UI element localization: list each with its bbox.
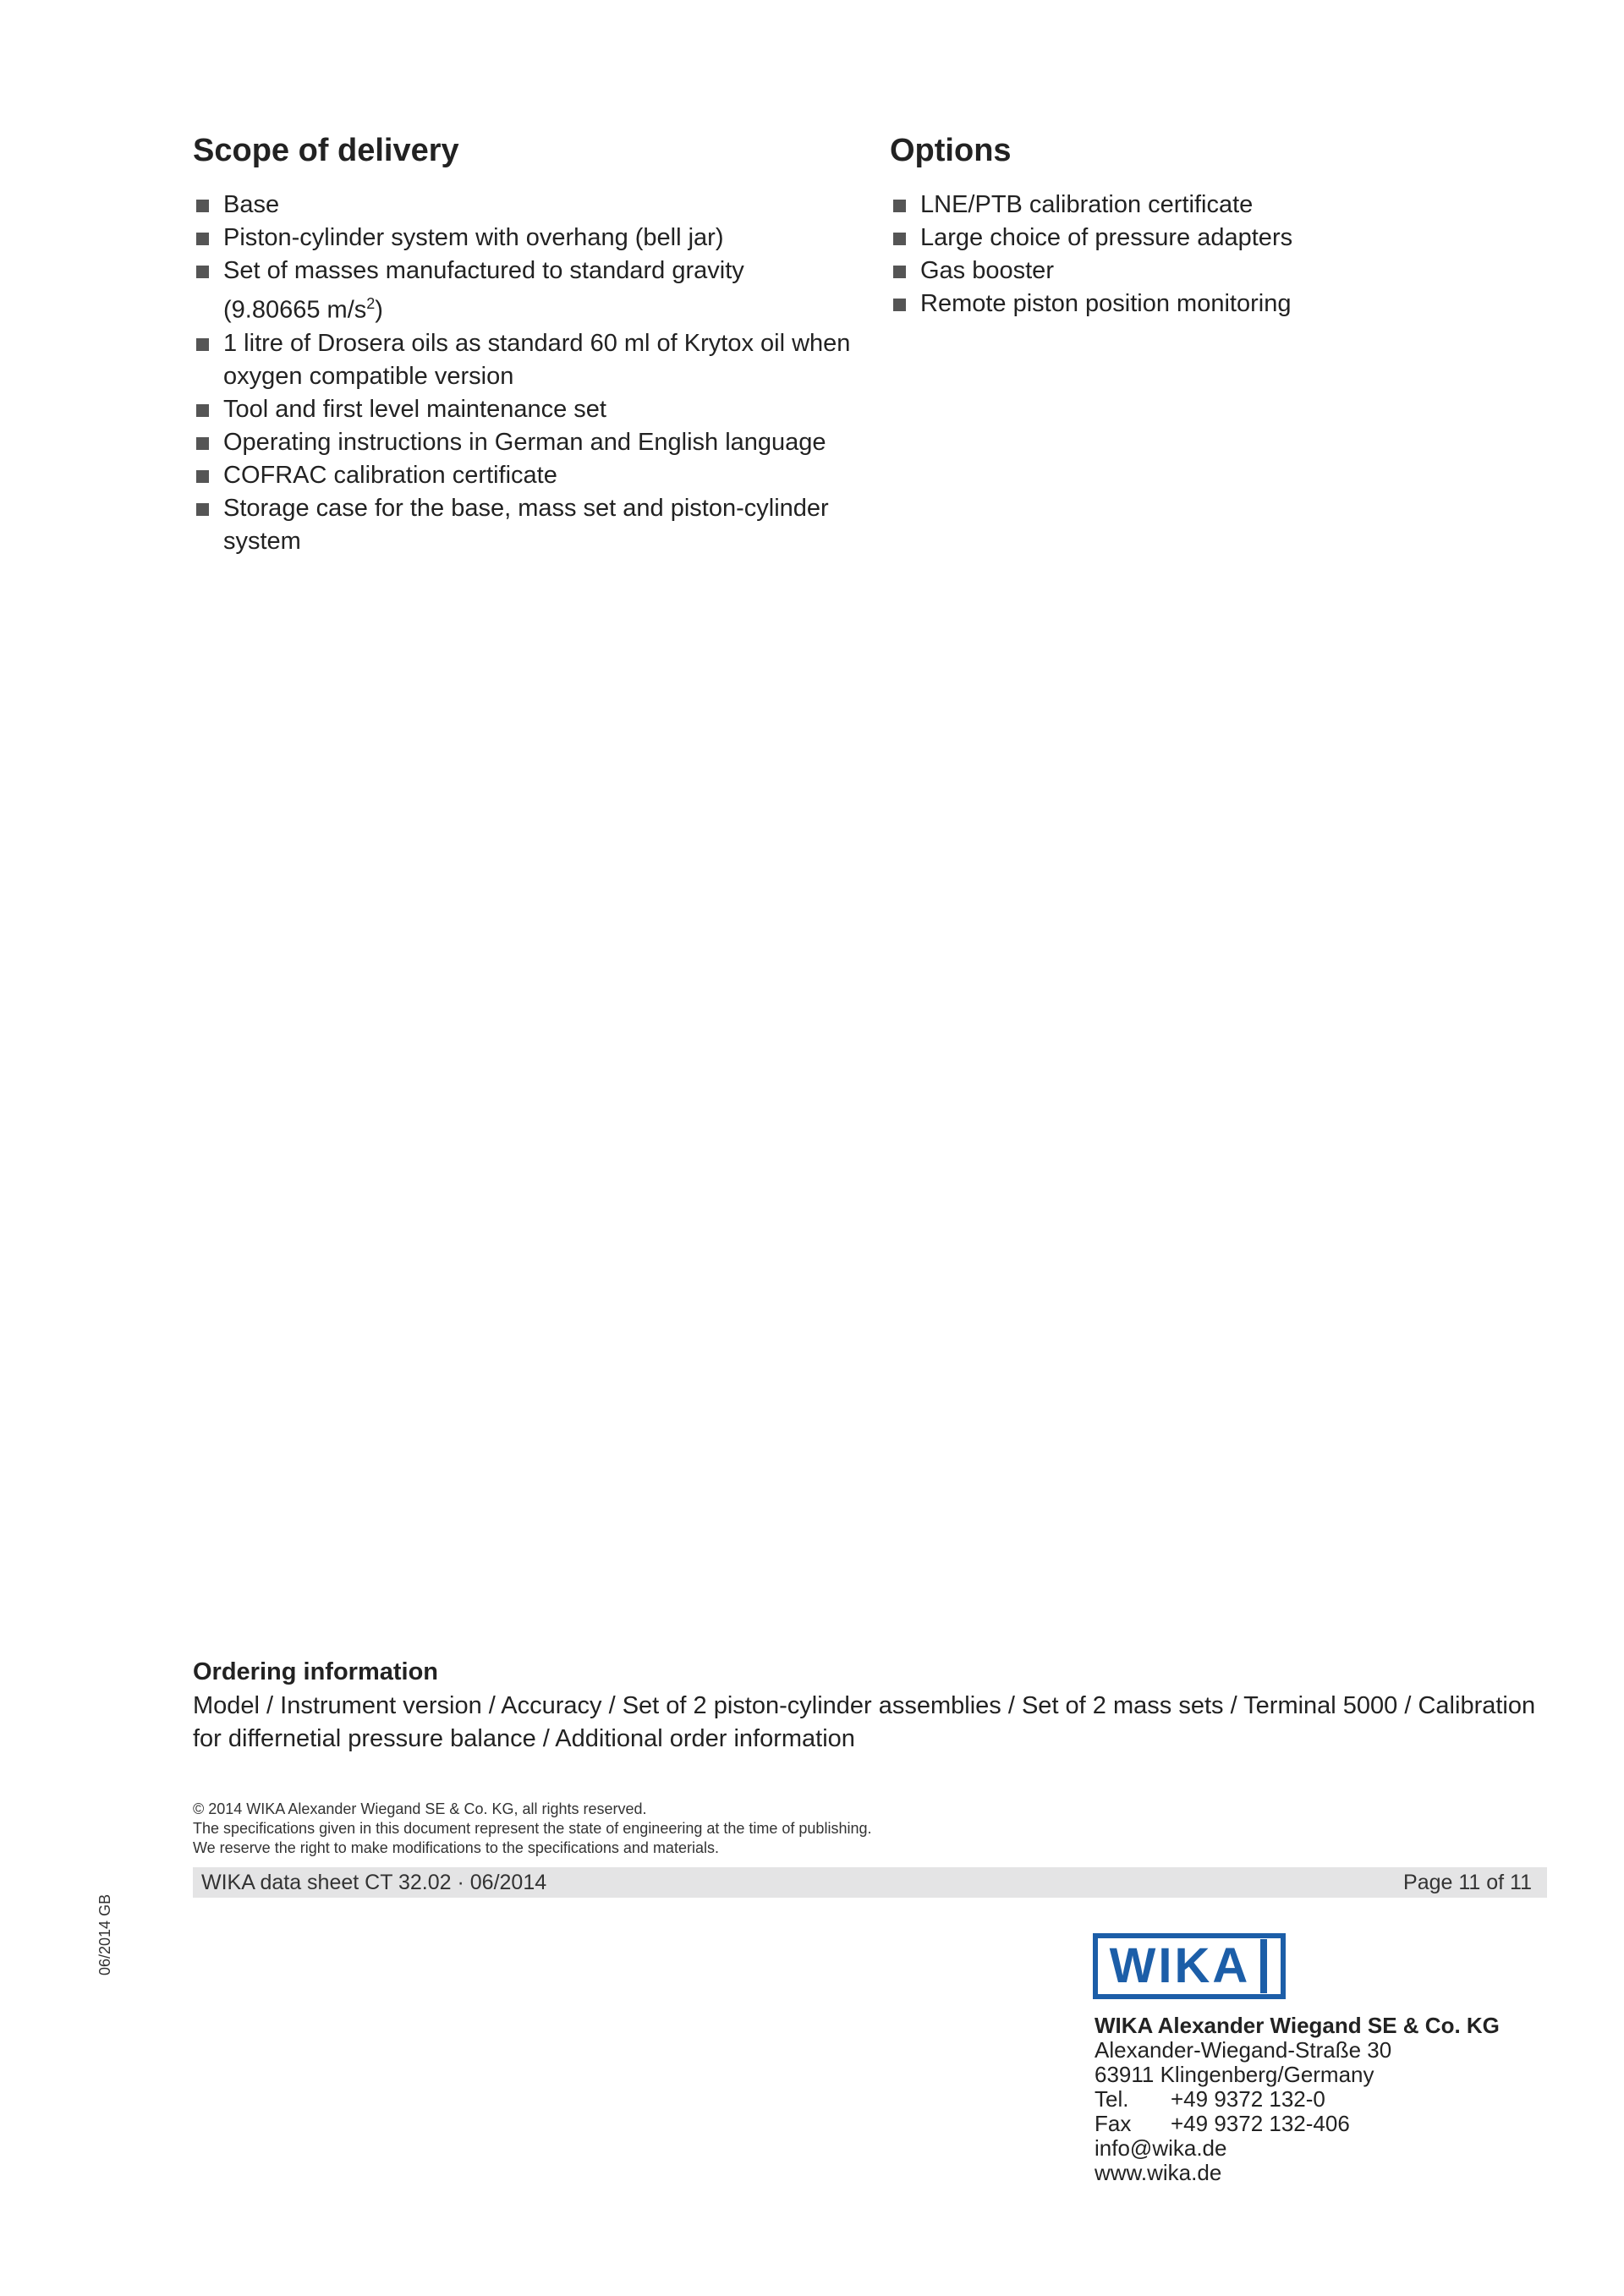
footer-bar: [193, 1867, 1547, 1898]
scope-title: Scope of delivery: [193, 133, 459, 168]
square-bullet-icon: [196, 200, 209, 212]
square-bullet-icon: [893, 233, 906, 245]
square-bullet-icon: [893, 299, 906, 311]
list-item: COFRAC calibration certificate: [193, 459, 853, 492]
list-item: Large choice of pressure adapters: [890, 222, 1533, 255]
page-number: Page 11 of 11: [1403, 1870, 1532, 1894]
list-item: Remote piston position monitoring: [890, 288, 1533, 321]
side-code: 06/2014 GB: [96, 1893, 113, 1975]
square-bullet-icon: [893, 200, 906, 212]
list-item: Operating instructions in German and English language: [193, 426, 853, 459]
company-address: [1095, 2014, 1568, 2185]
list-item: Base: [193, 189, 853, 222]
list-item: LNE/PTB calibration certificate: [890, 189, 1533, 222]
list-item: Set of masses manufactured to standard gravity (9.80665 $m/s^2$): [193, 255, 853, 327]
ordering-text: Model / Instrument version / Accuracy / Set of 2 piston-cylinder assemblies / Set of 2 mass sets / Terminal 5000 / Calibration for differnetial pressure balance / Additional order information: [193, 1692, 1536, 1752]
square-bullet-icon: [196, 266, 209, 278]
square-bullet-icon: [196, 470, 209, 483]
wika-logo: [1093, 1933, 1286, 1999]
ordering-title: Ordering information: [193, 1658, 438, 1685]
city: 63911 Klingenberg/Germany: [1095, 2062, 1374, 2087]
street: Alexander-Wiegand-Straße 30: [1095, 2037, 1392, 2063]
square-bullet-icon: [893, 266, 906, 278]
company-name: WIKA Alexander Wiegand SE & Co. KG: [1095, 2013, 1500, 2038]
datasheet-ref: WIKA data sheet CT 32.02 · 06/2014: [201, 1870, 547, 1894]
square-bullet-icon: [196, 503, 209, 516]
logo-text: WIKA: [1110, 1942, 1270, 1991]
list-item: Storage case for the base, mass set and piston-cylinder system: [193, 492, 853, 558]
square-bullet-icon: [196, 233, 209, 245]
website-link[interactable]: www.wika.de: [1095, 2160, 1222, 2185]
list-item: Tool and first level maintenance set: [193, 393, 853, 426]
square-bullet-icon: [196, 338, 209, 351]
phone-line: Tel. +49 9372 132-0: [1095, 2086, 1325, 2112]
logo-bar-icon: [1260, 1939, 1267, 1993]
copyright-notice: © 2014 WIKA Alexander Wiegand SE & Co. KG, all rights reserved. The specifications given in this document represent the state of engineering at the time of publishing. We reserve the right to make modifications to the specifications and materials.: [193, 1800, 872, 1856]
list-item: Piston-cylinder system with overhang (bell jar): [193, 222, 853, 255]
fax-line: Fax +49 9372 132-406: [1095, 2111, 1350, 2136]
list-item: Gas booster: [890, 255, 1533, 288]
options-title: Options: [890, 133, 1012, 168]
scope-list: [193, 189, 853, 558]
square-bullet-icon: [196, 404, 209, 417]
list-item: 1 litre of Drosera oils as standard 60 ml of Krytox oil when oxygen compatible version: [193, 327, 853, 393]
square-bullet-icon: [196, 437, 209, 450]
email-link[interactable]: info@wika.de: [1095, 2135, 1227, 2161]
options-list: [890, 189, 1533, 321]
